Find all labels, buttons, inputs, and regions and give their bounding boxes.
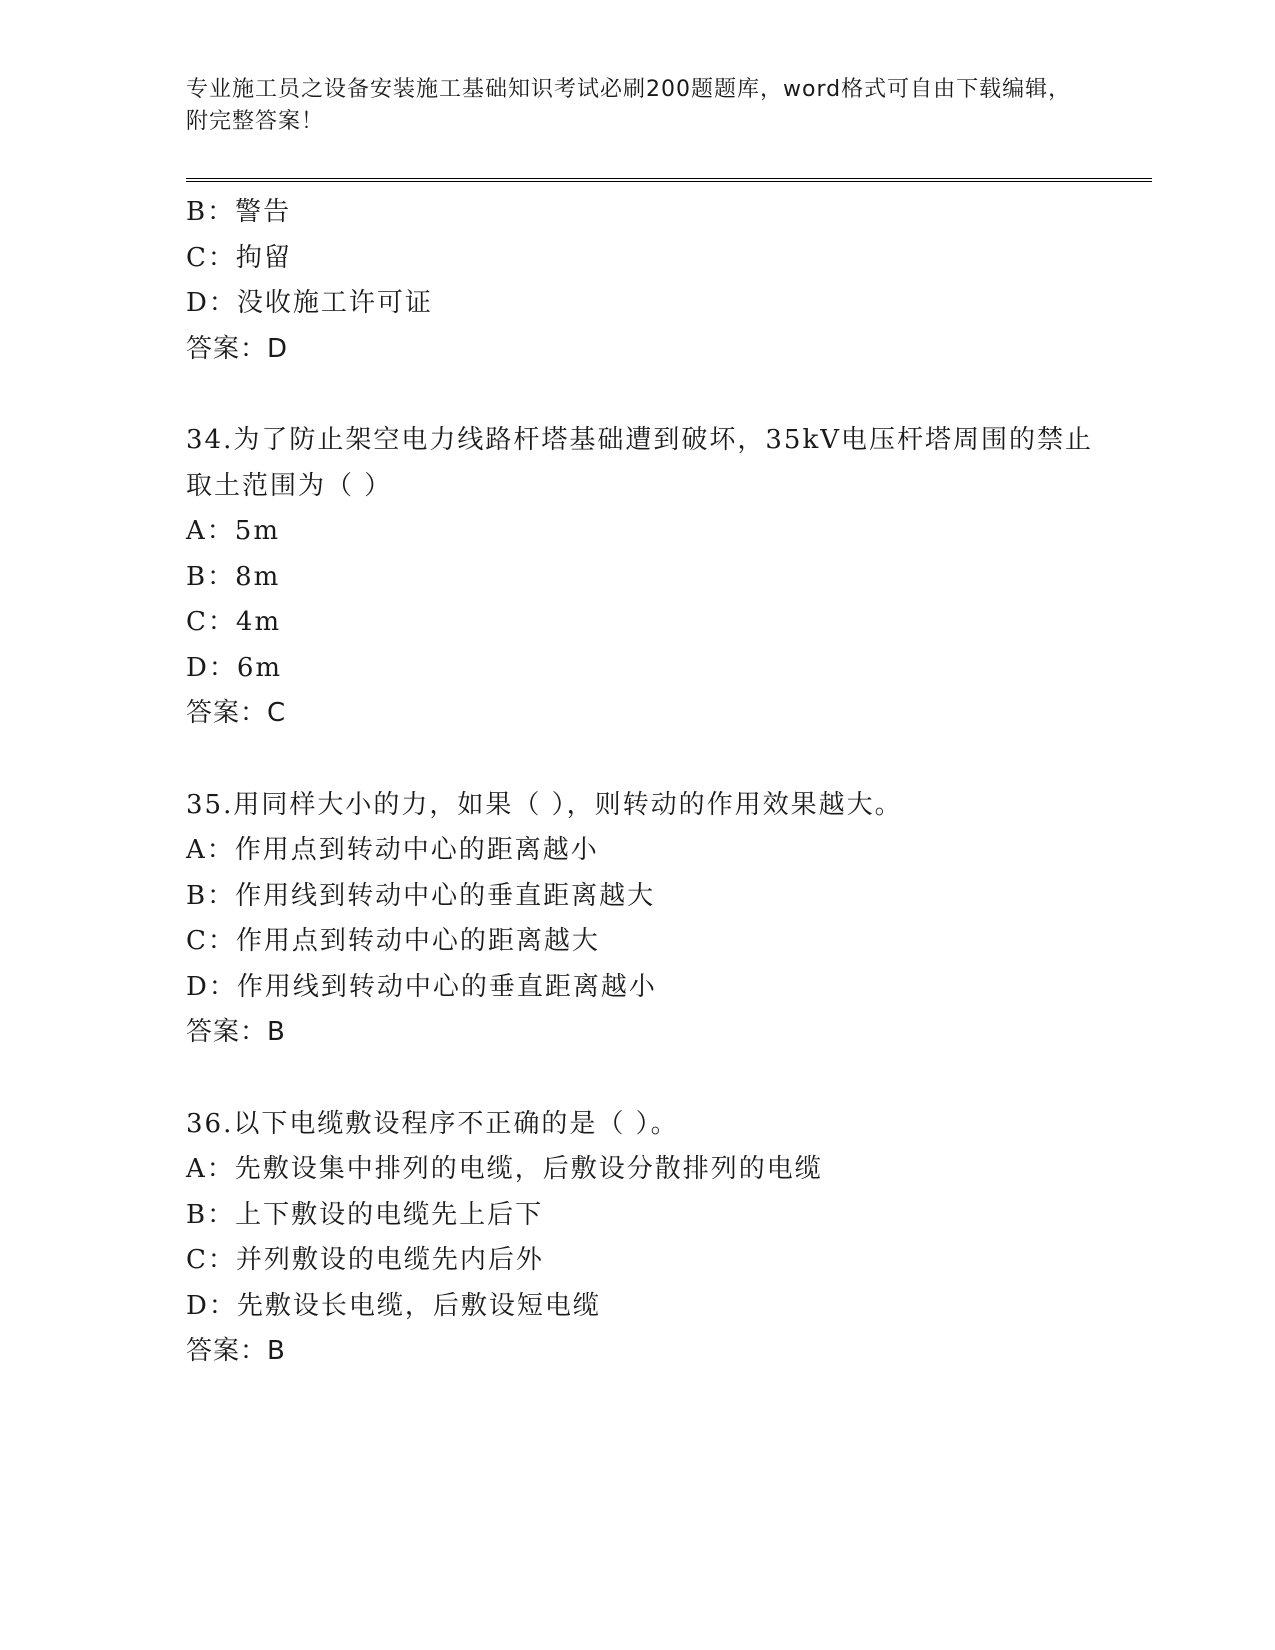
option-c: C：4m (186, 607, 282, 637)
option-c: C：并列敷设的电缆先内后外 (186, 1245, 544, 1275)
answer-label: 答案： (186, 1336, 268, 1366)
question-stem (186, 783, 1106, 829)
answer-line (186, 691, 1106, 737)
question-continued (186, 190, 1106, 372)
option-text: 先敷设长电缆，后敷设短电缆 (236, 1290, 601, 1321)
answer-value: D (267, 333, 289, 364)
question-number: 36. (186, 1108, 234, 1139)
document-title: 专业施工员之设备安装施工基础知识考试必刷200题题库，word格式可自由下载编辑，附完整答案！ (186, 77, 1072, 134)
option-text: 警告 (235, 197, 292, 227)
option-text: 并列敷设的电缆先内后外 (235, 1245, 544, 1275)
question-stem (186, 418, 1106, 509)
answer-value: B (267, 1017, 286, 1047)
question-text: 为了防止架空电力线路杆塔基础遭到破坏，35kV电压杆塔周围的禁止取土范围为（ ） (186, 425, 1093, 501)
question-text: 以下电缆敷设程序不正确的是（ ）。 (233, 1108, 679, 1139)
header-divider (186, 178, 1152, 182)
option-text: 8m (235, 561, 281, 592)
option-text: 5m (234, 516, 280, 546)
option-text: 上下敷设的电缆先上后下 (235, 1199, 544, 1230)
question-number: 34. (186, 425, 234, 455)
option-text: 作用线到转动中心的垂直距离越大 (235, 880, 656, 911)
option-d: D：没收施工许可证 (186, 288, 433, 318)
question-text: 用同样大小的力，如果（ ），则转动的作用效果越大。 (233, 789, 903, 820)
option-c: C：拘留 (186, 242, 292, 273)
option-text: 6m (236, 652, 283, 683)
page-header (186, 74, 1086, 138)
option-text: 作用点到转动中心的距离越小 (234, 835, 599, 865)
option-text: 先敷设集中排列的电缆，后敷设分散排列的电缆 (234, 1154, 823, 1184)
option-b: B：作用线到转动中心的垂直距离越大 (186, 880, 656, 911)
option-c: C：作用点到转动中心的距离越大 (186, 926, 600, 956)
option-text: 作用线到转动中心的垂直距离越小 (236, 971, 657, 1002)
answer-line (186, 327, 1106, 373)
option-b: B：上下敷设的电缆先上后下 (186, 1199, 544, 1230)
option-text: 4m (235, 607, 282, 637)
option-a: A：作用点到转动中心的距离越小 (186, 835, 599, 865)
question-34 (186, 418, 1106, 737)
option-a: A：先敷设集中排列的电缆，后敷设分散排列的电缆 (186, 1154, 823, 1184)
option-a: A：5m (186, 516, 280, 546)
answer-value: C (267, 698, 287, 728)
answer-label: 答案： (186, 698, 268, 728)
option-d: D：6m (186, 652, 283, 683)
option-d: D：作用线到转动中心的垂直距离越小 (186, 971, 657, 1002)
answer-value: B (267, 1336, 286, 1366)
answer-label: 答案： (186, 333, 268, 364)
option-b: B：警告 (186, 197, 292, 227)
answer-line (186, 1010, 1106, 1056)
option-text: 拘留 (235, 242, 292, 273)
question-35 (186, 783, 1106, 1056)
answer-label: 答案： (186, 1017, 268, 1047)
option-b: B：8m (186, 561, 281, 592)
answer-line (186, 1329, 1106, 1375)
option-text: 没收施工许可证 (236, 288, 433, 318)
question-number: 35. (186, 789, 234, 820)
option-d: D：先敷设长电缆，后敷设短电缆 (186, 1290, 601, 1321)
option-text: 作用点到转动中心的距离越大 (235, 926, 600, 956)
question-36 (186, 1102, 1106, 1375)
question-list (186, 190, 1106, 1375)
question-stem (186, 1102, 1106, 1148)
